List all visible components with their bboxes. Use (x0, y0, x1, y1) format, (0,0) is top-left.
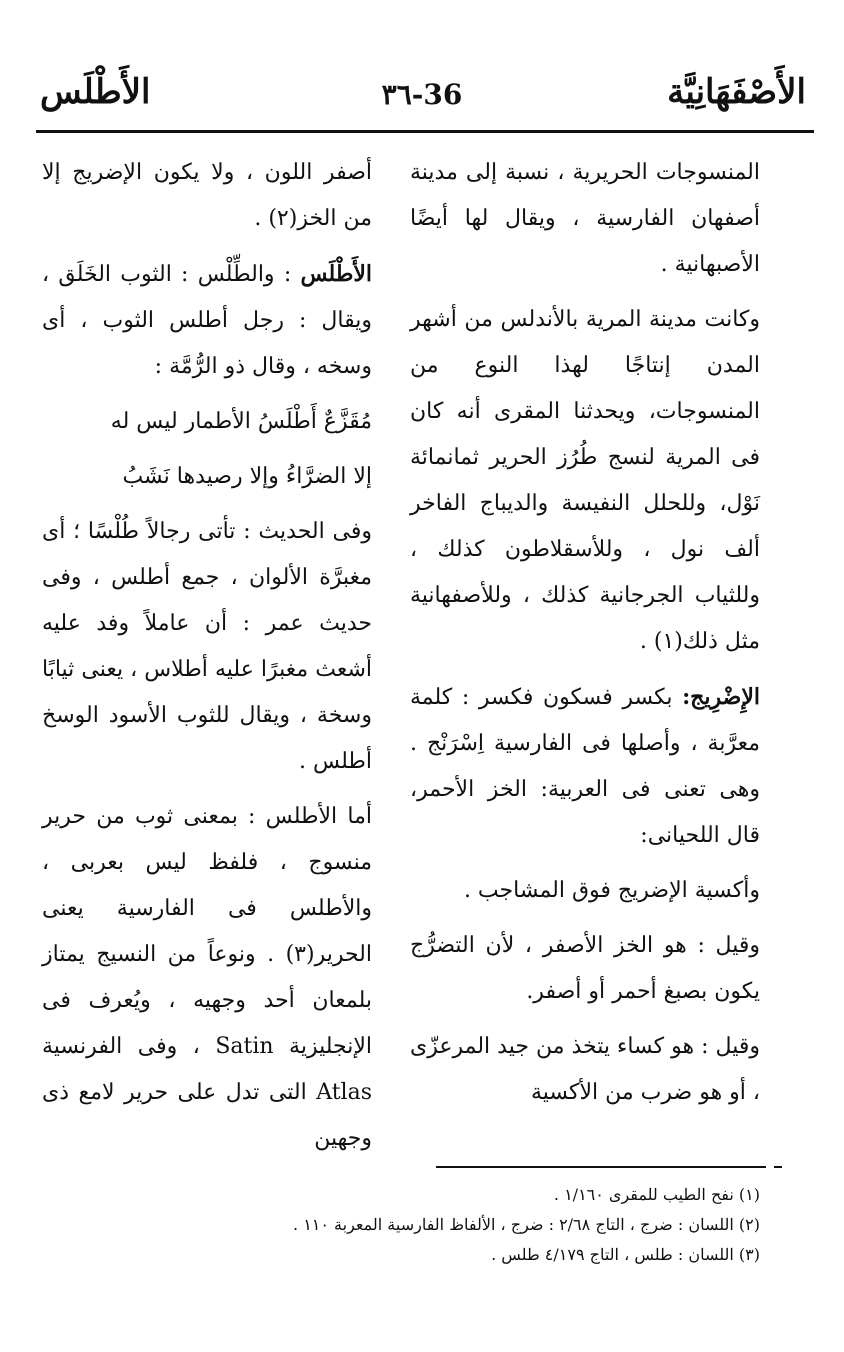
verse-line: مُقَزَّعٌ أَطْلَسُ الأطمار ليس له (110, 409, 372, 434)
verse-line: إلا الضرَّاءُ وإلا رصيدها نَشَبُ (122, 464, 372, 489)
text-run: التى تدل على حرير لامع ذى وجهين (42, 1080, 372, 1151)
entry-term: الأَطْلَس (300, 261, 372, 287)
header-entry-title-right: الأَصْفَهَانِيَّة (667, 72, 806, 112)
paragraph: أصفر اللون ، ولا يكون الإضريج إلا من الخز(٢) . (42, 160, 372, 231)
footnote-rule-mark (774, 1166, 782, 1168)
entry-definition: : والطِّلْس : الثوب الخَلَق ، ويقال : رجل أطلس الثوب ، أى وسخه ، وقال ذو الرُّمَّة : (42, 262, 372, 379)
footnote-rule (436, 1166, 766, 1168)
footnote: (٢) اللسان : ضرج ، التاج ٢/٦٨ : ضرج ، الألفاظ الفارسية المعربة ١١٠ . (293, 1215, 760, 1234)
entry-definition: بكسر فسكون فكسر : كلمة معرَّبة ، وأصلها فى الفارسية اِسْرَنْج . وهى تعنى فى العربية: الخز الأحمر، قال اللحيانى: (410, 685, 760, 848)
verse-line: وأكسية الإضريج فوق المشاجب . (463, 878, 760, 903)
paragraph: وقيل : هو الخز الأصفر ، لأن التضرُّج يكون بصبغ أحمر أو أصفر. (410, 933, 760, 1004)
page-header (30, 72, 814, 132)
latin-term: Satin (215, 1034, 274, 1059)
text-run: أما الأطلس : بمعنى ثوب من حرير منسوج ، فلفظ ليس بعربى ، والأطلس فى الفارسية يعنى الحرير(٣) . ونوعاً من النسيج يمتاز بلمعان أحد وجهيه ، ويُعرف فى الإنجليزية (42, 804, 372, 1059)
paragraph: وكانت مدينة المرية بالأندلس من أشهر المدن إنتاجًا لهذا النوع من المنسوجات، ويحدثنا المقرى أنه كان فى المرية لنسج طُرُز الحرير ثمانمائة نَوْل، وللحلل النفيسة والديباج الفاخر ألف نول ، وللأسقلاطون كذلك ، وللثياب الجرجانية كذلك ، وللأصفهانية مثل ذلك(١) . (410, 307, 760, 654)
header-entry-title-left: الأَطْلَس (40, 72, 151, 112)
entry-paragraph (410, 674, 760, 859)
right-column (410, 150, 760, 1125)
text-run: ، وفى الفرنسية (42, 1034, 216, 1059)
footnote: (٣) اللسان : طلس ، التاج ٤/١٧٩ طلس . (491, 1245, 760, 1264)
footnote: (١) نفح الطيب للمقرى ١/١٦٠ . (553, 1185, 760, 1204)
paragraph: المنسوجات الحريرية ، نسبة إلى مدينة أصفهان الفارسية ، ويقال لها أيضًا الأصبهانية . (410, 160, 760, 277)
entry-term: الإِضْرِيج: (682, 684, 760, 710)
paragraph: وفى الحديث : تأتى رجالاً طُلْسًا ؛ أى مغبرَّة الألوان ، جمع أطلس ، وفى حديث عمر : أن عاملاً وفد عليه أشعث مغبرًا عليه أطلاس ، يعنى ثيابًا وسخة ، ويقال للثوب الأسود الوسخ أطلس . (42, 519, 372, 774)
latin-term: Atlas (316, 1080, 372, 1105)
left-column (42, 150, 372, 1171)
header-rule (36, 130, 814, 133)
page-number: ٣٦-36 (381, 78, 463, 111)
paragraph (42, 794, 372, 1162)
paragraph: وقيل : هو كساء يتخذ من جيد المرعزّى ، أو هو ضرب من الأكسية (410, 1034, 760, 1105)
footnotes (60, 1180, 760, 1270)
entry-paragraph (42, 251, 372, 390)
